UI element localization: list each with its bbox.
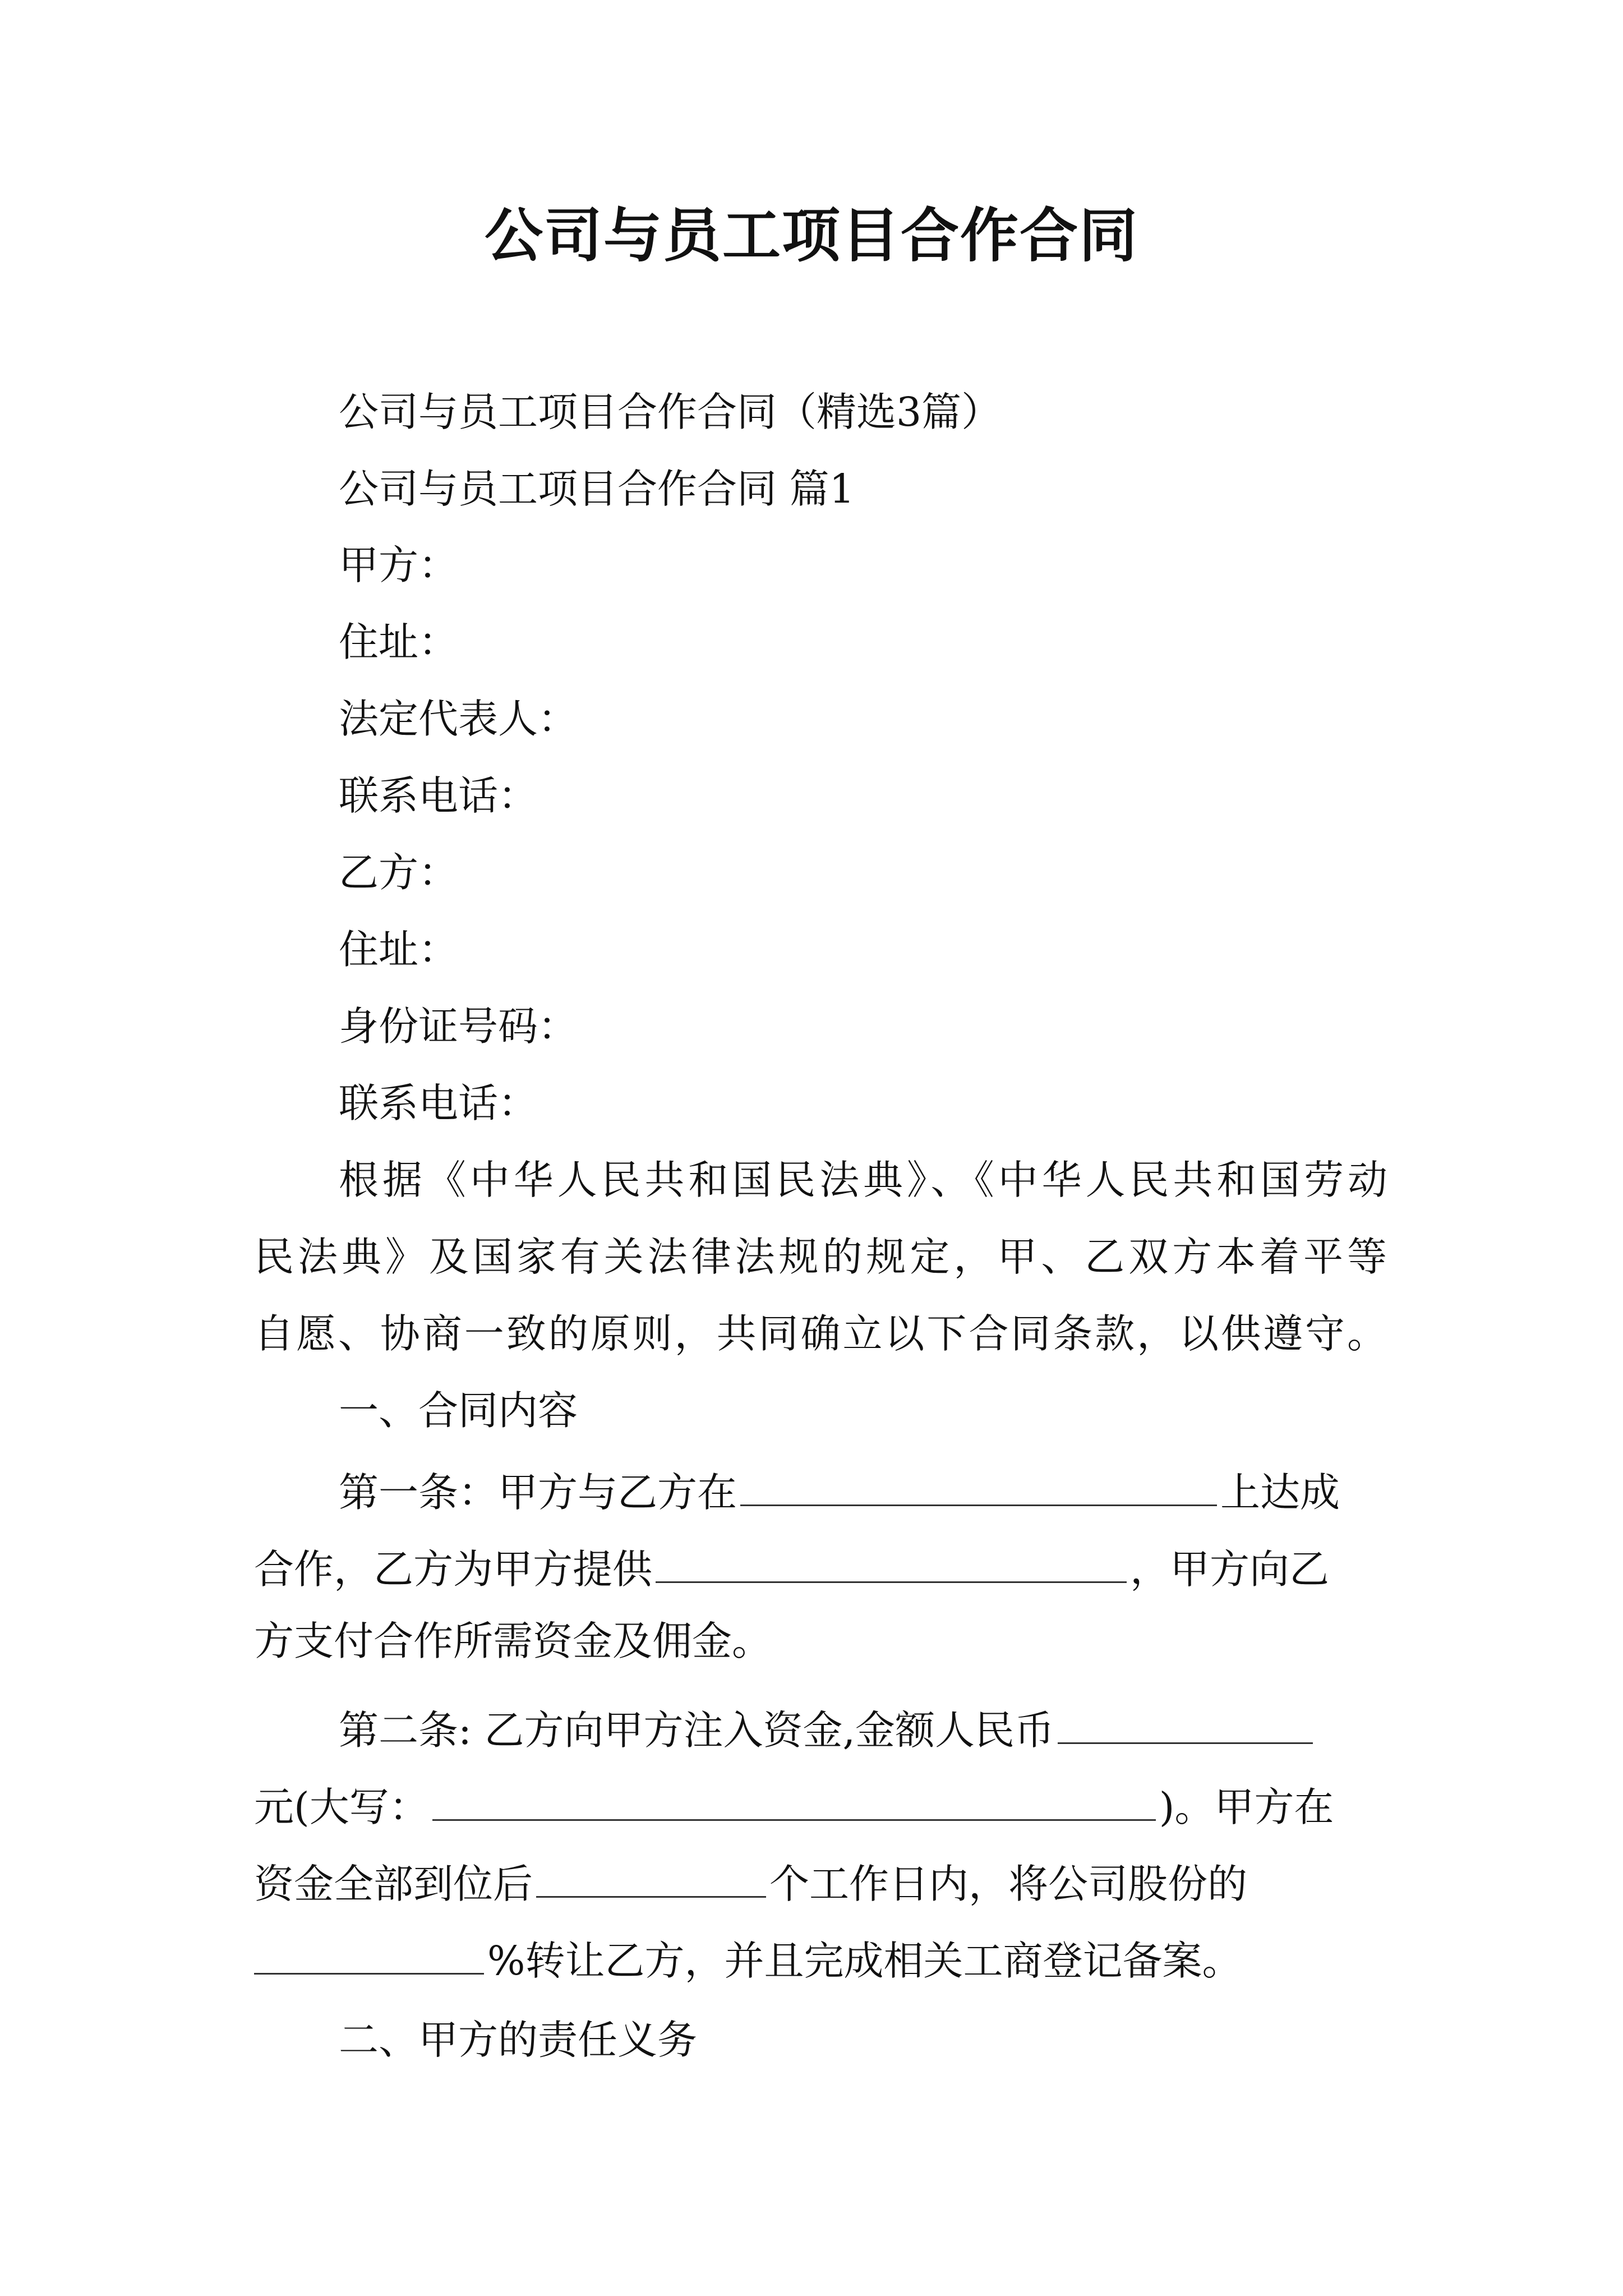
party-b-id-label: 身份证号码： — [339, 1003, 578, 1050]
article-2-text-d: 资金全部到位后 — [254, 1861, 533, 1907]
article-2-line-4 — [254, 1928, 1387, 1989]
party-b-phone-label: 联系电话： — [339, 1080, 538, 1126]
document-title: 公司与员工项目合作合同 — [484, 201, 1138, 270]
amount-blank — [1058, 1697, 1313, 1744]
share-percent-blank — [254, 1928, 484, 1975]
article-1-text-b: 上达成 — [1220, 1469, 1340, 1516]
article-1-line-2 — [254, 1536, 1387, 1598]
article-2-line-1 — [339, 1697, 1387, 1759]
article-2-line-3 — [254, 1851, 1387, 1912]
article-2-text-c: )。甲方在 — [1159, 1784, 1334, 1830]
party-b-label: 乙方： — [339, 849, 459, 896]
party-a-label: 甲方： — [339, 542, 459, 588]
article-1-text-c: 合作，乙方为甲方提供 — [254, 1546, 653, 1593]
article-1-text-d: ，甲方向乙 — [1130, 1546, 1330, 1593]
preamble-line-1: 根据《中华人民共和国民法典》、《中华人民共和国劳动 — [339, 1157, 1387, 1203]
article-1-text-a: 第一条：甲方与乙方在 — [339, 1469, 737, 1516]
article-2-text-e: 个工作日内，将公司股份的 — [769, 1861, 1248, 1907]
subtitle: 公司与员工项目合作合同（精选3篇） — [339, 389, 1002, 435]
preamble-line-2: 民法典》及国家有关法律法规的规定，甲、乙双方本着平等 — [254, 1234, 1387, 1280]
article-2-text-a: 第二条: 乙方向甲方注入资金,金额人民币 — [339, 1707, 1055, 1754]
party-b-address-label: 住址： — [339, 926, 459, 973]
workdays-blank — [536, 1851, 766, 1898]
article-1-line-3: 方支付合作所需资金及佣金。 — [254, 1618, 772, 1664]
heading-party-a-duties: 二、甲方的责任义务 — [339, 2017, 698, 2063]
article-1-line-1 — [339, 1460, 1387, 1521]
article-2-text-f: %转让乙方，并且完成相关工商登记备案。 — [487, 1938, 1242, 1984]
project-name-blank — [740, 1460, 1217, 1506]
party-a-address-label: 住址： — [339, 619, 459, 665]
article-2-text-b: 元(大写： — [254, 1784, 429, 1830]
amount-uppercase-blank — [432, 1774, 1156, 1821]
article-2-line-2 — [254, 1774, 1387, 1835]
section-heading: 公司与员工项目合作合同 篇1 — [339, 466, 855, 512]
service-blank — [656, 1536, 1127, 1583]
party-a-legal-rep-label: 法定代表人： — [339, 696, 578, 742]
heading-contract-content: 一、合同内容 — [339, 1387, 578, 1434]
preamble-line-3: 自愿、协商一致的原则，共同确立以下合同条款，以供遵守。 — [254, 1310, 1387, 1357]
party-a-phone-label: 联系电话： — [339, 772, 538, 819]
